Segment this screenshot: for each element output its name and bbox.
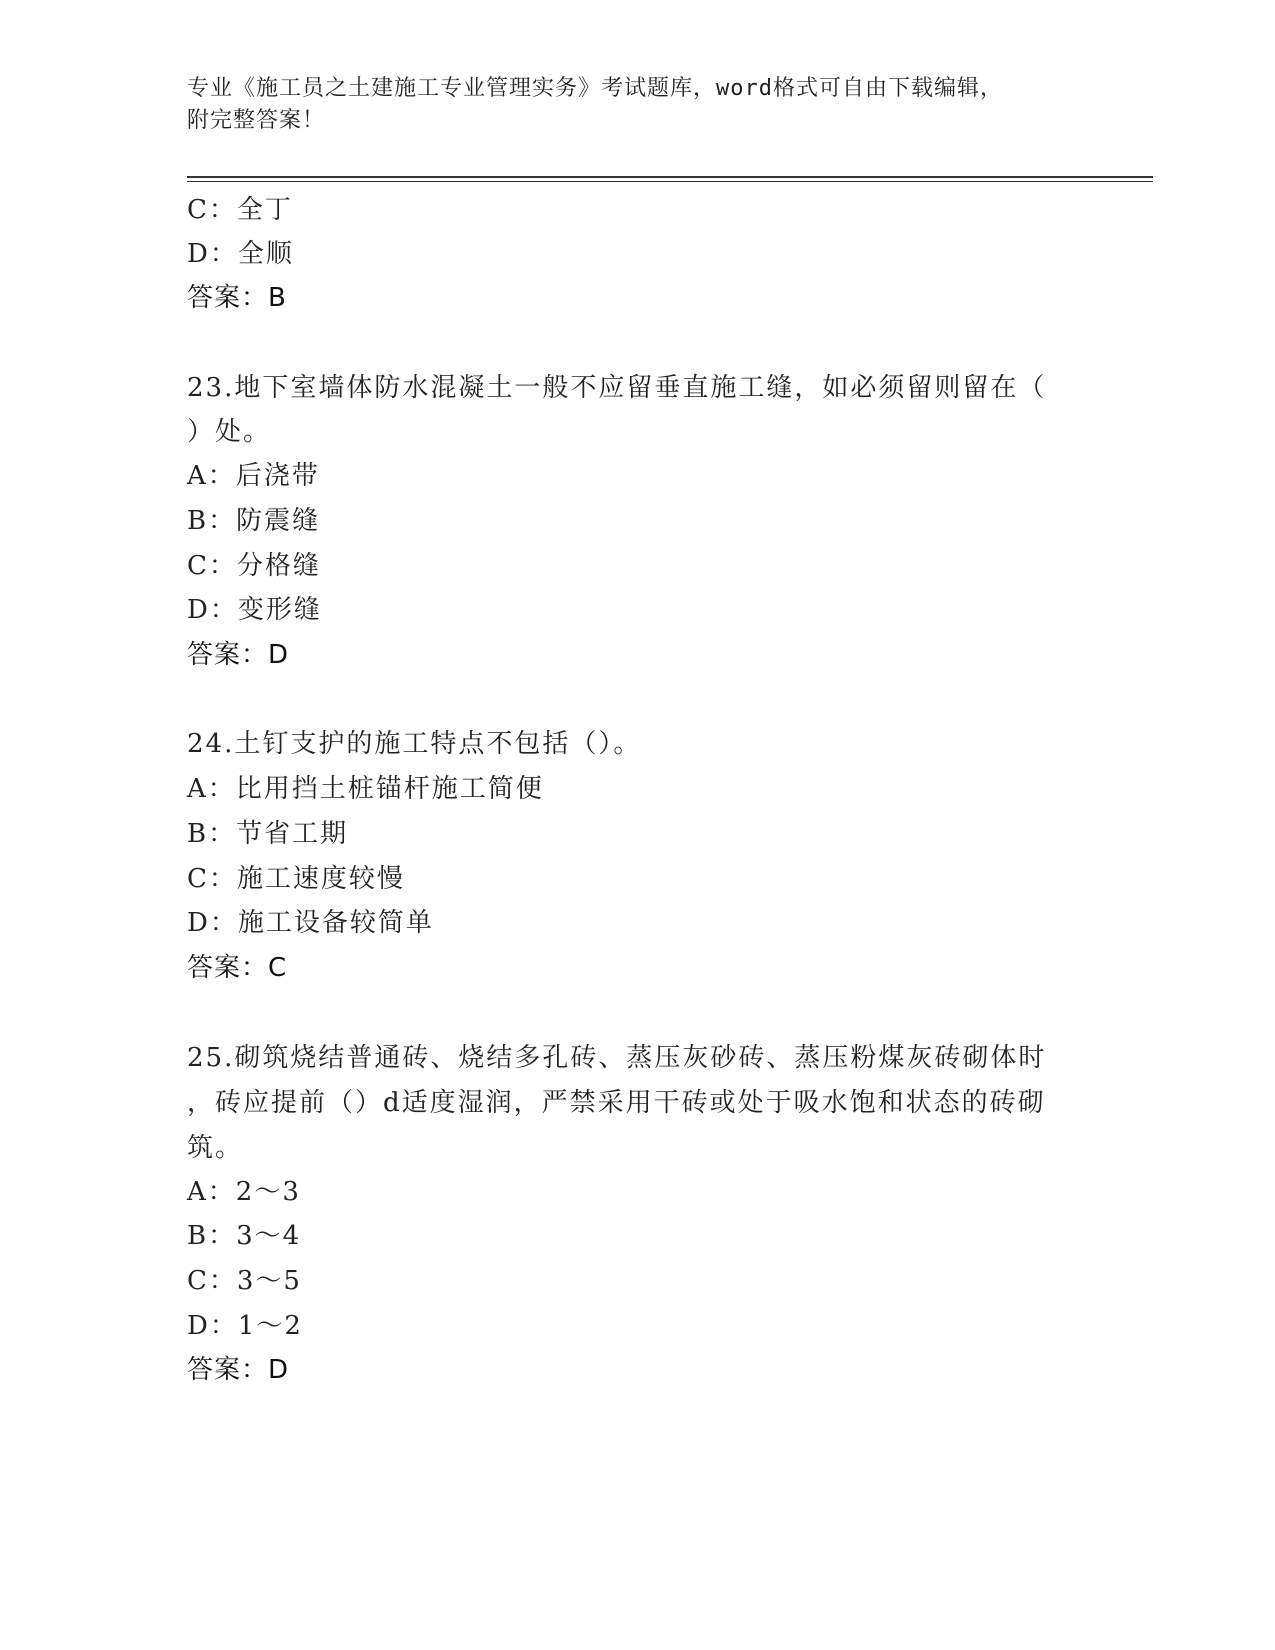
q23-option-c: C：分格缝 (187, 551, 321, 581)
q22-option-d: D：全顺 (187, 239, 294, 269)
header-divider-thin (187, 181, 1153, 182)
header-divider-thick (187, 176, 1153, 178)
q22-answer: 答案：B (187, 283, 287, 313)
q25-option-b: B：3～4 (187, 1221, 302, 1251)
q23-option-b: B：防震缝 (187, 506, 321, 536)
q24-answer: 答案：C (187, 953, 288, 983)
q25-stem-line-1: 25.砌筑烧结普通砖、烧结多孔砖、蒸压灰砂砖、蒸压粉煤灰砖砌体时 (187, 1043, 1047, 1073)
q24-option-b: B：节省工期 (187, 819, 349, 849)
q25-stem-line-3: 筑。 (187, 1133, 244, 1163)
q23-stem-line-2: ）处。 (187, 417, 272, 447)
q23-option-d: D：变形缝 (187, 595, 322, 625)
q24-option-a: A：比用挡土桩锚杆施工简便 (187, 774, 544, 804)
document-header (187, 73, 1087, 137)
header-line-1: 专业《施工员之土建施工专业管理实务》考试题库，word格式可自由下载编辑， (187, 76, 1003, 101)
q25-answer: 答案：D (187, 1355, 290, 1385)
q22-option-c: C：全丁 (187, 195, 293, 225)
q23-option-a: A：后浇带 (187, 461, 320, 491)
q25-option-a: A：2～3 (187, 1177, 301, 1207)
q24-option-c: C：施工速度较慢 (187, 864, 405, 894)
q25-option-c: C：3～5 (187, 1266, 302, 1296)
header-line-2: 附完整答案！ (187, 108, 326, 133)
q25-option-d: D：1～2 (187, 1311, 303, 1341)
q23-stem-line-1: 23.地下室墙体防水混凝土一般不应留垂直施工缝，如必须留则留在（ (187, 373, 1047, 403)
q23-answer: 答案：D (187, 640, 290, 670)
q24-stem-line-1: 24.土钉支护的施工特点不包括（）。 (187, 729, 642, 759)
q25-stem-line-2: ，砖应提前（）d适度湿润，严禁采用干砖或处于吸水饱和状态的砖砌 (187, 1088, 1046, 1118)
q24-option-d: D：施工设备较简单 (187, 908, 434, 938)
